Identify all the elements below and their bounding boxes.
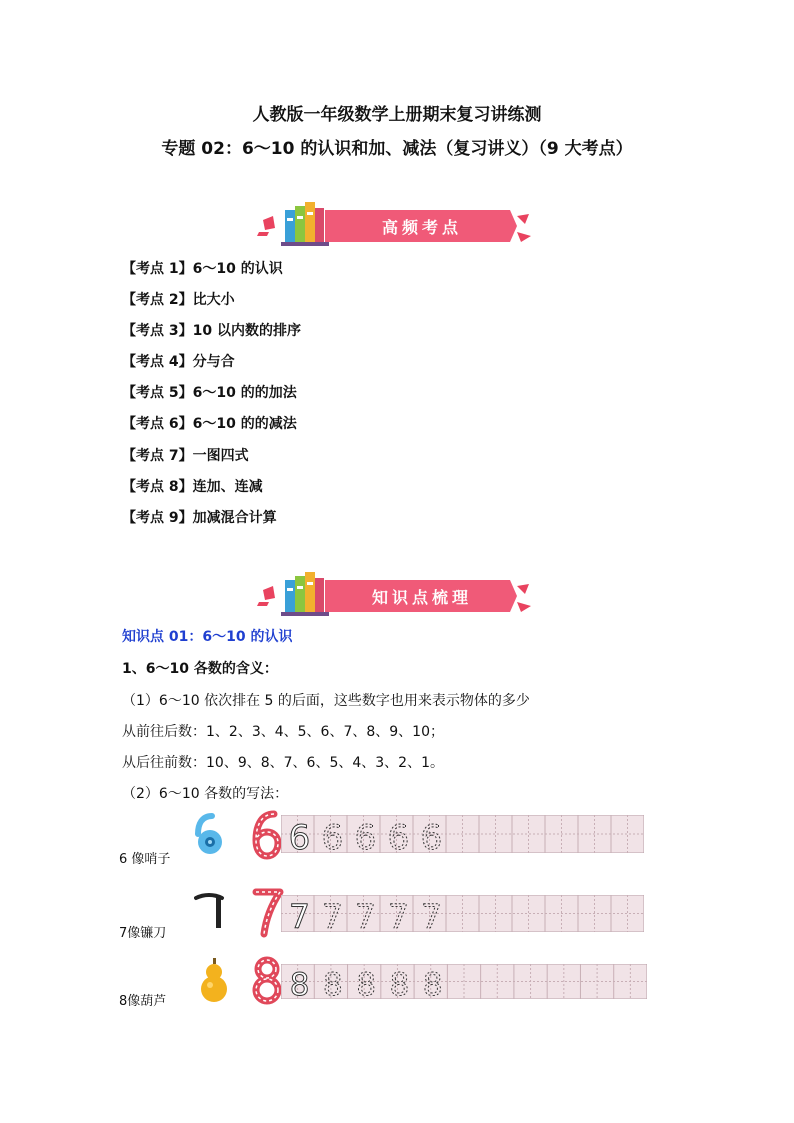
trace-digit: 7: [322, 897, 343, 932]
list-item: 【考点 1】6～10 的认识: [122, 261, 283, 277]
banner-label: 知识点梳理: [371, 588, 472, 607]
trace-six-icon: [250, 808, 282, 860]
trace-seven-icon: [252, 886, 284, 938]
list-item: 【考点 2】比大小: [122, 292, 235, 308]
banner-knowledge: [255, 572, 545, 620]
trace-digit: 8: [323, 967, 343, 999]
page-subtitle: 专题 02：6～10 的认识和加、减法（复习讲义）（9 大考点）: [161, 139, 633, 159]
writing-grid: [281, 964, 647, 999]
model-digit: 8: [289, 967, 310, 999]
sickle-icon: [194, 892, 226, 932]
trace-digit: 6: [354, 818, 377, 853]
trace-digit: 8: [422, 967, 443, 999]
model-digit: 7: [289, 897, 310, 932]
list-item: 【考点 4】分与合: [122, 354, 235, 370]
digit-row-label: 8像葫芦: [119, 994, 167, 1009]
trace-digit: 6: [420, 818, 443, 853]
list-item: 【考点 3】10 以内数的排序: [122, 323, 301, 339]
list-item: 【考点 6】6～10 的的减法: [122, 416, 297, 432]
list-item: 【考点 7】一图四式: [122, 448, 249, 464]
banner-high-frequency: [255, 202, 545, 250]
list-item: 【考点 8】连加、连减: [122, 479, 263, 495]
writing-grid: [281, 815, 644, 853]
trace-digit: 8: [389, 967, 410, 999]
page-title: 人教版一年级数学上册期末复习讲练测: [252, 105, 542, 125]
knowledge-heading: 知识点 01：6～10 的认识: [122, 629, 293, 645]
model-digit: 6: [288, 818, 311, 853]
trace-digit: 6: [321, 818, 344, 853]
knowledge-text: 从前往后数：1、2、3、4、5、6、7、8、9、10；: [122, 724, 444, 740]
knowledge-text: （1）6～10 依次排在 5 的后面，这些数字也用来表示物体的多少: [122, 693, 530, 709]
digit-row-label: 7像镰刀: [119, 926, 167, 941]
whistle-icon: [192, 812, 228, 860]
knowledge-text: （2）6～10 各数的写法：: [122, 786, 289, 802]
knowledge-item: 1、6～10 各数的含义：: [122, 661, 278, 677]
trace-digit: 8: [356, 967, 377, 999]
trace-digit: 6: [387, 818, 410, 853]
knowledge-text: 从后往前数：10、9、8、7、6、5、4、3、2、1。: [122, 755, 444, 771]
digit-row-label: 6 像哨子: [119, 852, 171, 867]
writing-grid: [281, 895, 644, 932]
list-item: 【考点 5】6～10 的的加法: [122, 385, 297, 401]
trace-digit: 7: [421, 897, 442, 932]
trace-digit: 7: [355, 897, 376, 932]
trace-digit: 7: [388, 897, 409, 932]
list-item: 【考点 9】加减混合计算: [122, 510, 277, 526]
gourd-icon: [198, 958, 232, 1004]
banner-label: 高频考点: [381, 218, 462, 237]
trace-eight-icon: [250, 954, 284, 1006]
